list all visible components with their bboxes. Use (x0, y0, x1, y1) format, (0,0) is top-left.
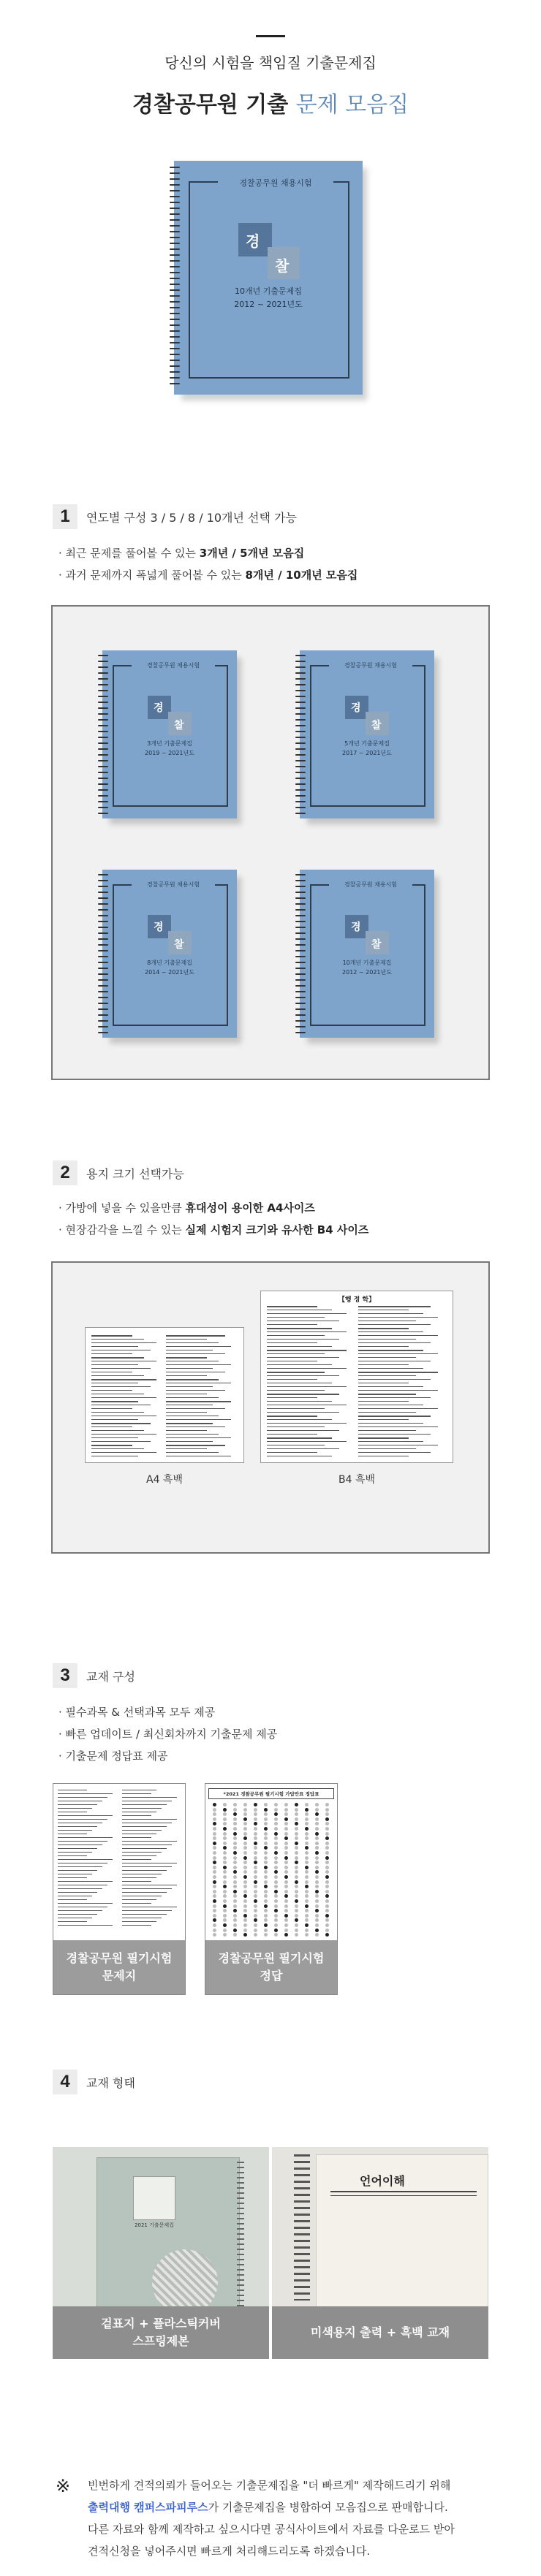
main-book-cover (174, 161, 363, 395)
book-edition: 10개년 기출문제집 (235, 286, 302, 296)
bullet-item: · 최근 문제를 풀어볼 수 있는 3개년 / 5개년 모음집 (58, 547, 305, 560)
spiral-binding (170, 161, 180, 395)
section-3-title: 교재 구성 (86, 1669, 135, 1684)
book-publisher: 경찰공무원 채용시험 (132, 881, 215, 889)
exam-paper-label: 경찰공무원 필기시험 문제지 (53, 1940, 185, 1994)
bullet-item: · 빠른 업데이트 / 최신회차까지 기출문제 제공 (58, 1728, 278, 1741)
answer-key-label: 경찰공무원 필기시험 정답 (205, 1940, 337, 1994)
section-4-number: 4 (53, 2070, 77, 2094)
book-char-1: 경 (351, 702, 361, 714)
bullet-item: · 가방에 넣을 수 있을만큼 휴대성이 용이한 A4사이즈 (58, 1201, 315, 1215)
section-2-header (53, 1160, 184, 1185)
book-char-1: 경 (154, 702, 164, 714)
book-publisher: 경찰공무원 채용시험 (329, 881, 412, 889)
book-char-2: 찰 (275, 257, 290, 275)
book-years: 2017 ~ 2021년도 (342, 750, 392, 756)
book-cover-1 (300, 650, 434, 818)
note-brand-link[interactable]: 출력대행 캠퍼스파피루스 (88, 2501, 208, 2514)
book-publisher: 경찰공무원 채용시험 (132, 661, 215, 669)
book-char-2: 찰 (174, 720, 184, 732)
book-edition: 10개년 기출문제집 (342, 960, 392, 966)
section-3-header (53, 1663, 135, 1688)
spring-bound-photo (53, 2147, 269, 2359)
book-edition: 3개년 기출문제집 (147, 740, 192, 747)
book-years: 2012 ~ 2021년도 (234, 300, 303, 309)
ivory-paper-photo (272, 2147, 488, 2359)
book-char-2: 찰 (371, 720, 382, 732)
hero-divider (256, 35, 285, 37)
section-2-panel (51, 1261, 490, 1554)
book-cover-3 (300, 870, 434, 1038)
exam-paper-card (53, 1783, 186, 1995)
section-2-bullets (58, 1197, 368, 1241)
spring-bound-label: 겉표지 + 플라스틱커버 스프링제본 (53, 2306, 269, 2359)
book-char-1: 경 (246, 232, 260, 250)
book-char-1: 경 (351, 922, 361, 933)
book-years: 2019 ~ 2021년도 (145, 750, 194, 756)
section-3-bullets (58, 1701, 277, 1767)
book-cover-0 (102, 650, 237, 818)
section-3-number: 3 (53, 1663, 77, 1688)
book-publisher: 경찰공무원 채용시험 (218, 177, 333, 189)
bullet-item: · 과거 문제까지 폭넓게 풀어볼 수 있는 8개년 / 10개년 모음집 (58, 569, 358, 582)
doc-heading: 언어이해 (360, 2174, 405, 2188)
cover-small-text: 2021 기출문제집 (135, 2222, 174, 2228)
a4-sheet (85, 1327, 244, 1463)
section-1-number: 1 (53, 504, 77, 529)
answer-key-card (205, 1783, 338, 1995)
b4-caption: B4 흑백 (338, 1474, 375, 1486)
b4-header: 【행 정 학】 (338, 1296, 376, 1304)
book-char-1: 경 (154, 922, 164, 933)
bullet-item: · 기출문제 정답표 제공 (58, 1749, 168, 1763)
book-edition: 5개년 기출문제집 (344, 740, 390, 747)
ivory-paper-label: 미색용지 출력 + 흑백 교재 (272, 2306, 488, 2359)
section-1-title: 연도별 구성 3 / 5 / 8 / 10개년 선택 가능 (86, 510, 297, 525)
spiral-binding (98, 870, 108, 1038)
section-4-header (53, 2070, 135, 2094)
section-2-title: 용지 크기 선택가능 (86, 1166, 184, 1181)
book-years: 2014 ~ 2021년도 (145, 969, 194, 976)
a4-caption: A4 흑백 (146, 1474, 183, 1486)
book-edition: 8개년 기출문제집 (147, 960, 192, 966)
section-1-panel (51, 605, 490, 1080)
book-char-2: 찰 (371, 939, 382, 951)
book-publisher: 경찰공무원 채용시험 (329, 661, 412, 669)
spiral-binding (295, 870, 306, 1038)
hero-title-accent: 문제 모음집 (295, 92, 409, 118)
spiral-binding (295, 650, 306, 818)
bullet-item: · 현장감각을 느낄 수 있는 실제 시험지 크기와 유사한 B4 사이즈 (58, 1223, 369, 1236)
bullet-item: · 필수과목 & 선택과목 모두 제공 (58, 1706, 216, 1719)
book-char-2: 찰 (174, 939, 184, 951)
hero-title-main: 경찰공무원 기출 (132, 92, 289, 118)
note-mark: ※ (56, 2476, 71, 2496)
section-4-title: 교재 형태 (86, 2075, 135, 2090)
section-2-number: 2 (53, 1160, 77, 1185)
note-text: 빈번하게 견적의뢰가 들어오는 기출문제집을 "더 빠르게" 제작해드리기 위해 출력대행 캠퍼스파피루스가 기출문제집을 병합하여 모음집으로 판매합니다. 다른 자료와 함께 제작하고 싶으시다면 공식사이트에서 자료를 다운로드 받아 견적신청을 넣어주시면 빠르게 처리해드리도록 하겠습니다. (88, 2479, 455, 2558)
section-1-bullets (58, 542, 357, 586)
book-cover-2 (102, 870, 237, 1038)
section-1-header (53, 504, 297, 529)
book-years: 2012 ~ 2021년도 (342, 969, 392, 976)
hero-subtitle: 당신의 시험을 책임질 기출문제집 (164, 54, 377, 72)
answer-key-title: *2021 경찰공무원 필기시험 가답안표 정답표 (208, 1788, 334, 1799)
hero-title (0, 86, 541, 118)
spiral-binding (98, 650, 108, 818)
b4-sheet (260, 1291, 453, 1463)
